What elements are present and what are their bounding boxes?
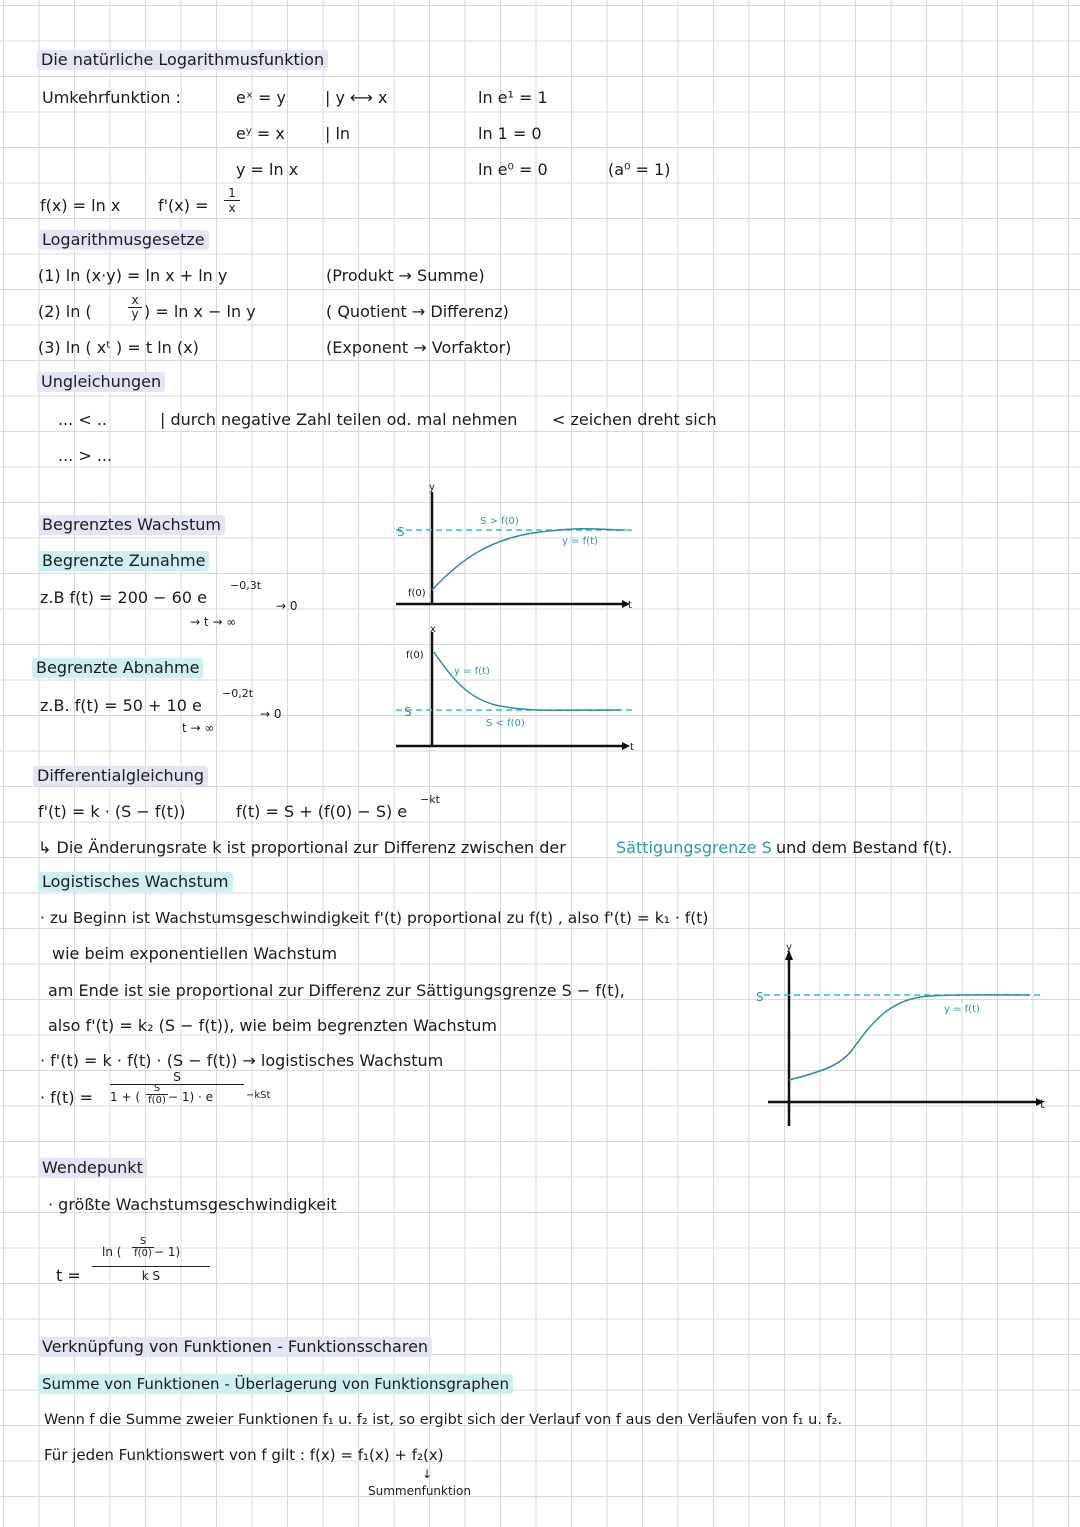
- fraction-denominator: k S: [141, 1269, 161, 1283]
- ln-derivative: f'(x) =: [158, 196, 209, 215]
- combo-line-1: Wenn f die Summe zweier Funktionen f₁ u. f₂ ist, so ergibt sich der Verlauf von f aus den Verläufen von f₁ u. f₂.: [44, 1412, 843, 1428]
- fraction-numerator: x: [131, 293, 139, 307]
- umkehr-eq2: eʸ = x: [236, 124, 285, 143]
- ineq-rule: | durch negative Zahl teilen od. mal nehmen: [160, 410, 518, 429]
- logistic-den-part-b: − 1) · e: [168, 1090, 214, 1104]
- bounded-heading: Begrenztes Wachstum: [38, 515, 225, 535]
- bounded-decrease-exponent: −0,2t: [222, 687, 254, 700]
- logistic-line-3: am Ende ist sie proportional zur Differenz zur Sättigungsgrenze S − f(t),: [48, 981, 625, 1000]
- log-heading: Die natürliche Logarithmusfunktion: [37, 50, 328, 70]
- wende-num-inner-fraction: [132, 1236, 154, 1259]
- diff-note: ↳ Die Änderungsrate k ist proportional zur Differenz zwischen der: [38, 838, 566, 857]
- graph1-curve-label: y = f(t): [562, 536, 598, 547]
- combo-arrow: ↓: [422, 1467, 433, 1481]
- fraction-denominator: y: [131, 307, 139, 321]
- wende-heading: Wendepunkt: [38, 1158, 147, 1178]
- laws-heading: Logarithmusgesetze: [38, 230, 209, 250]
- ineq-heading: Ungleichungen: [37, 372, 165, 392]
- law-1-note: (Produkt → Summe): [326, 266, 485, 285]
- wende-formula-fraction: [92, 1236, 210, 1285]
- fraction-denominator: x: [228, 201, 236, 215]
- fraction-numerator: S: [139, 1236, 147, 1247]
- fraction-numerator: S: [173, 1070, 181, 1084]
- log-rule-2: ln 1 = 0: [478, 124, 542, 143]
- diff-note-end: und dem Bestand f(t).: [776, 838, 953, 857]
- fraction-numerator: [92, 1236, 210, 1266]
- combo-heading: Verknüpfung von Funktionen - Funktionsscharen: [38, 1337, 432, 1357]
- bounded-increase-example: z.B f(t) = 200 − 60 e: [40, 588, 207, 607]
- wende-t-label: t =: [56, 1266, 81, 1285]
- diff-solution-exponent: −kt: [420, 793, 440, 806]
- logistic-formula-prefix: · f(t) =: [40, 1088, 94, 1107]
- graph2-f0-label: f(0): [406, 650, 424, 661]
- diff-note-saturation: Sättigungsgrenze S: [616, 838, 772, 857]
- umkehr-eq1-op: | y ⟷ x: [325, 88, 388, 107]
- bounded-increase-heading: Begrenzte Zunahme: [38, 551, 209, 571]
- graph3-y-label: y: [786, 942, 792, 953]
- logistic-formula-exponent: −kSt: [246, 1090, 271, 1101]
- graph1-f0-label: f(0): [408, 588, 426, 599]
- graph3-curve: [789, 995, 1030, 1080]
- umkehr-eq3: y = ln x: [236, 160, 299, 179]
- ineq-greater: ... > ...: [58, 446, 113, 465]
- graph3-t-label: t: [1040, 1097, 1045, 1111]
- law-3-note: (Exponent → Vorfaktor): [326, 338, 512, 357]
- graph3-s-label: S: [756, 990, 764, 1004]
- umkehr-label: Umkehrfunktion :: [42, 88, 181, 107]
- log-rule-3-note: (a⁰ = 1): [608, 160, 671, 179]
- graph2-s-label: S: [404, 705, 412, 719]
- graph2-curve-label: y = f(t): [454, 666, 490, 677]
- combo-line-2: Für jeden Funktionswert von f gilt : f(x) = f₁(x) + f₂(x): [44, 1446, 444, 1464]
- fraction-numerator: S: [153, 1083, 161, 1094]
- ineq-less: ... < ..: [58, 410, 108, 429]
- bounded-decrease-condition: t → ∞: [182, 721, 215, 735]
- wende-num-part-b: − 1): [154, 1245, 181, 1259]
- logistic-den-part-a: 1 + (: [110, 1090, 140, 1104]
- diff-heading: Differentialgleichung: [33, 766, 208, 786]
- combo-sum-function: Summenfunktion: [368, 1484, 471, 1498]
- umkehr-eq2-op: | ln: [325, 124, 351, 143]
- law-2-right: ) = ln x − ln y: [144, 302, 256, 321]
- bounded-increase-condition: → t → ∞: [190, 615, 237, 629]
- logistic-line-2: wie beim exponentiellen Wachstum: [52, 944, 338, 963]
- log-rule-1: ln e¹ = 1: [478, 88, 548, 107]
- law-2-note: ( Quotient → Differenz): [326, 302, 509, 321]
- bounded-decrease-limit: → 0: [260, 707, 282, 721]
- combo-subheading: Summe von Funktionen - Überlagerung von Funktionsgraphen: [38, 1374, 513, 1394]
- logistic-heading: Logistisches Wachstum: [38, 872, 233, 892]
- graph2-s-relation: S < f(0): [486, 718, 525, 729]
- graph1-y-label: y: [429, 482, 435, 493]
- fraction-numerator: 1: [228, 186, 236, 200]
- logistic-line-4: also f'(t) = k₂ (S − f(t)), wie beim begrenzten Wachstum: [48, 1016, 497, 1035]
- graph1-s-relation: S > f(0): [480, 516, 519, 527]
- graph1-s-label: S: [397, 525, 405, 539]
- diff-solution: f(t) = S + (f(0) − S) e: [236, 802, 408, 821]
- bounded-decrease-example: z.B. f(t) = 50 + 10 e: [40, 696, 202, 715]
- umkehr-eq1: eˣ = y: [236, 88, 286, 107]
- fraction-denominator: f(0): [148, 1095, 166, 1106]
- logistic-line-5: · f'(t) = k · f(t) · (S − f(t)) → logistisches Wachstum: [40, 1051, 444, 1070]
- law-2-left: (2) ln (: [38, 302, 92, 321]
- ln-function: f(x) = ln x: [40, 196, 121, 215]
- logistic-line-1: · zu Beginn ist Wachstumsgeschwindigkeit f'(t) proportional zu f(t) , also f'(t) = k₁ · f(t): [40, 909, 709, 927]
- law-1: (1) ln (x·y) = ln x + ln y: [38, 266, 228, 285]
- bounded-increase-limit: → 0: [276, 599, 298, 613]
- bounded-increase-exponent: −0,3t: [230, 579, 262, 592]
- graph2-t-label: t: [630, 742, 634, 753]
- wende-text: · größte Wachstumsgeschwindigkeit: [48, 1195, 337, 1214]
- ineq-result: < zeichen dreht sich: [552, 410, 717, 429]
- bounded-decrease-heading: Begrenzte Abnahme: [32, 658, 203, 678]
- log-rule-3: ln e⁰ = 0: [478, 160, 548, 179]
- graph3-curve-label: y = f(t): [944, 1004, 980, 1015]
- graph1-t-label: t: [628, 600, 632, 611]
- diff-equation: f'(t) = k · (S − f(t)): [38, 802, 186, 821]
- law-3: (3) ln ( xᵗ ) = t ln (x): [38, 338, 199, 357]
- graph2-x-label: x: [430, 624, 436, 635]
- wende-num-part-a: ln (: [102, 1245, 122, 1259]
- fraction-denominator: f(0): [134, 1248, 152, 1259]
